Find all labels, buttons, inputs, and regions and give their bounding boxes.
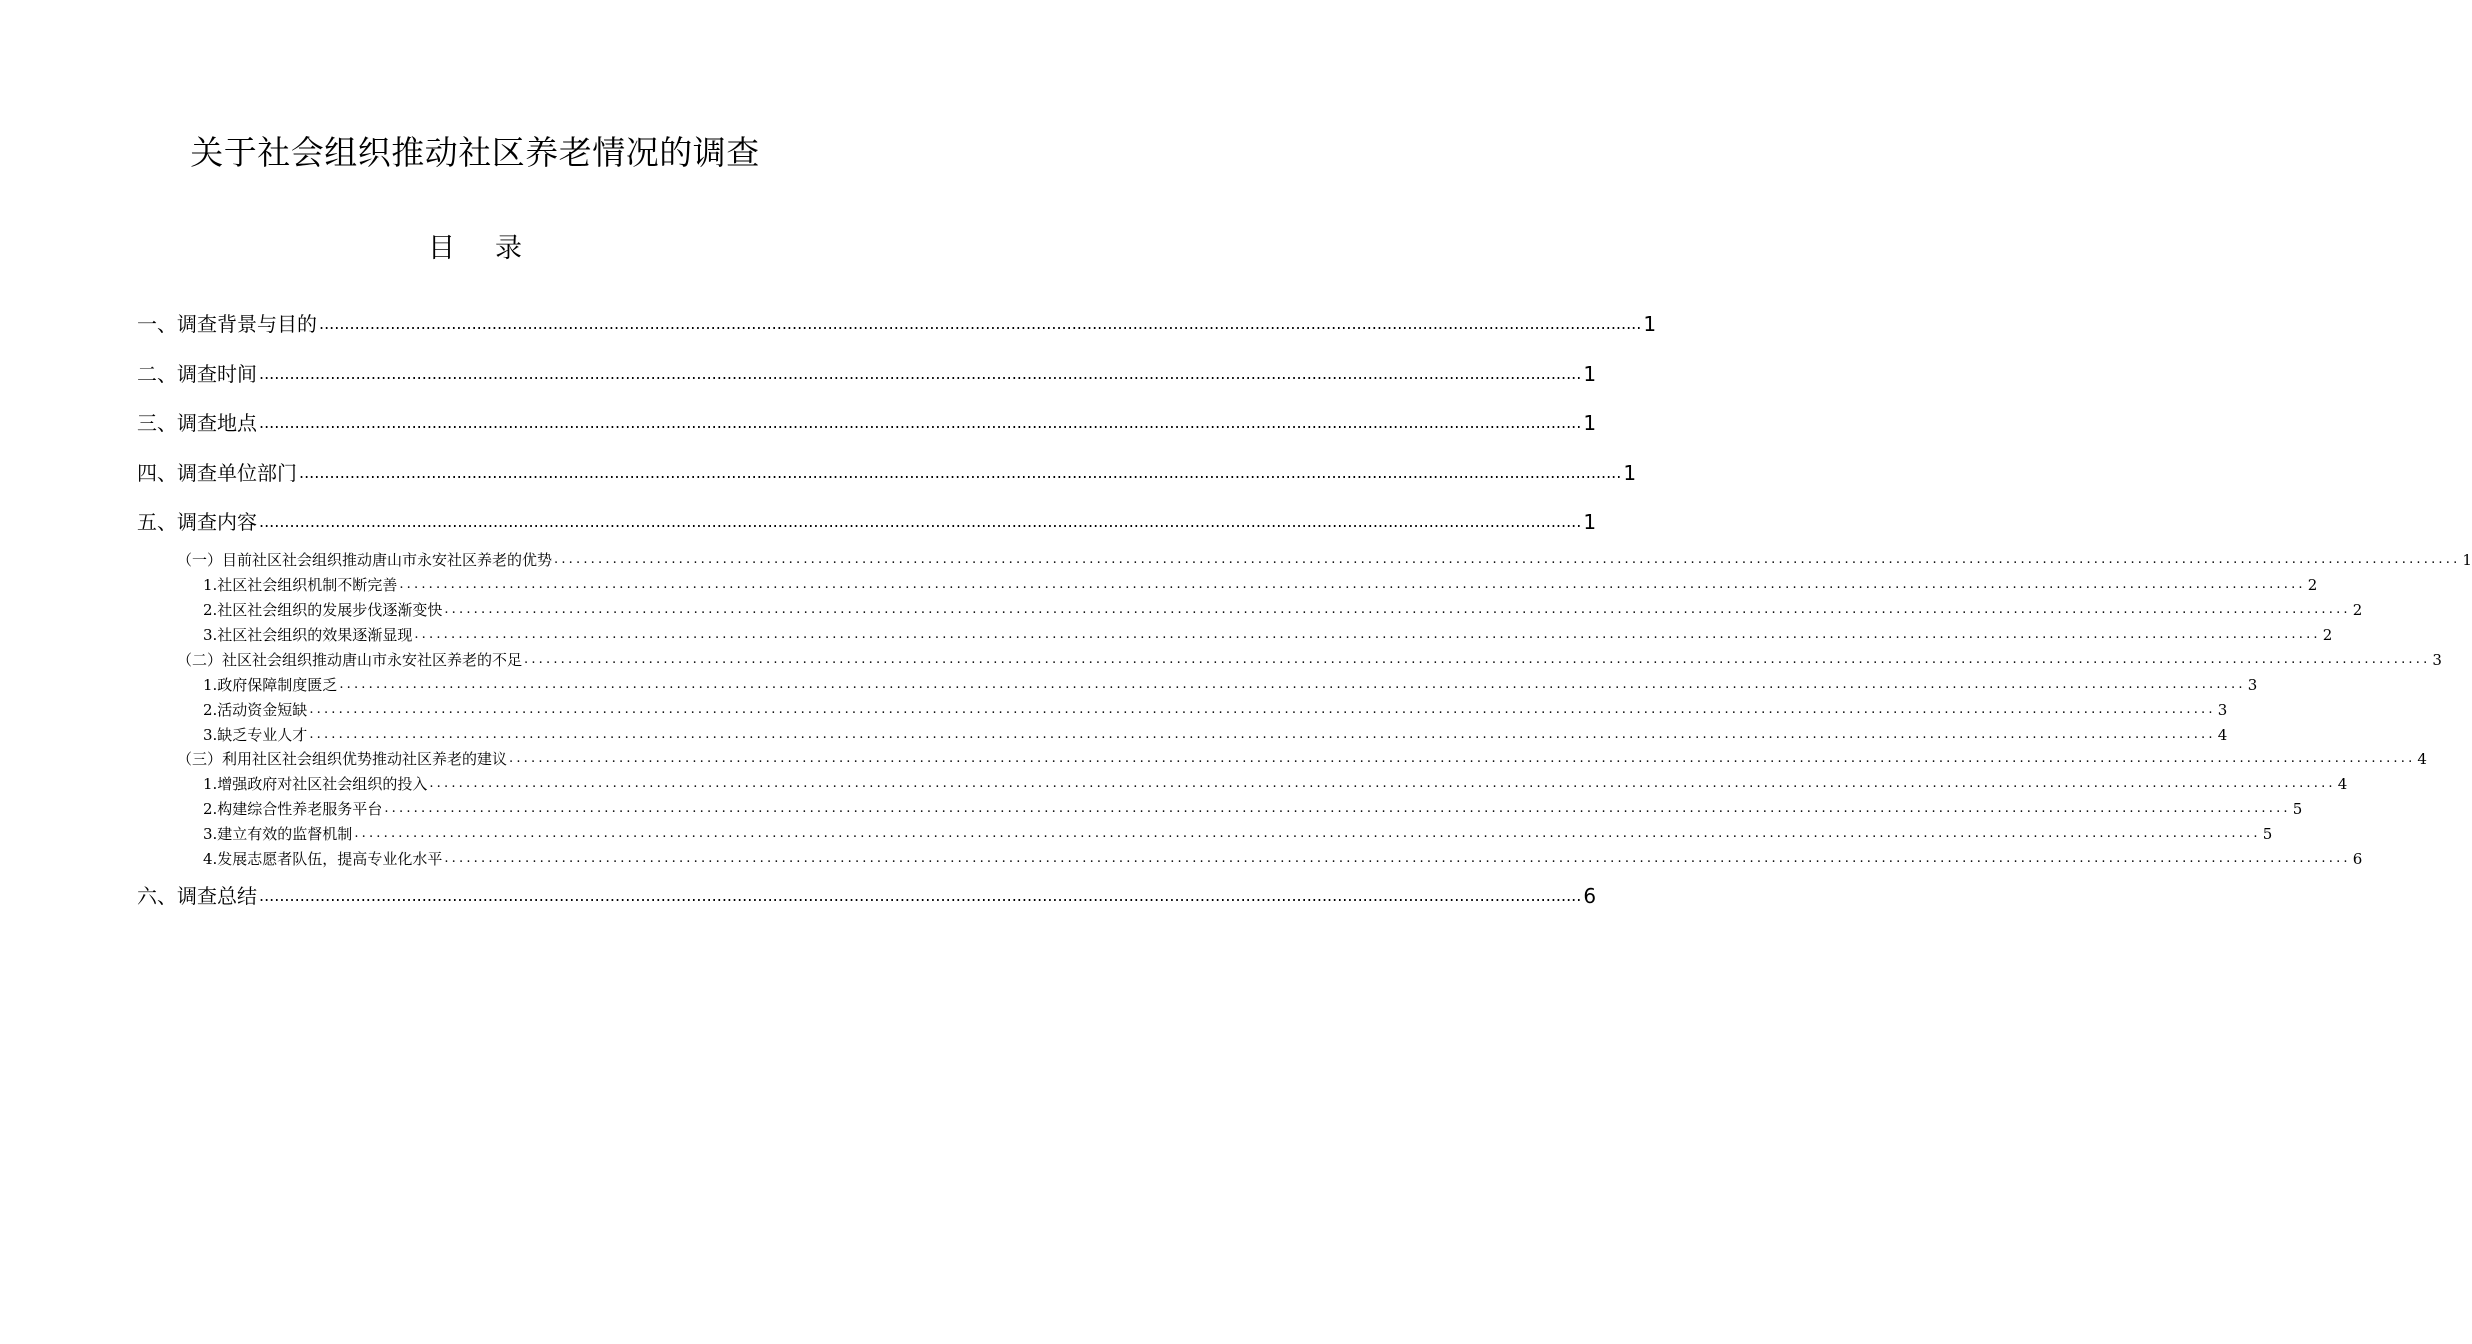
toc-entry-page: 4 — [2417, 750, 2427, 768]
toc-entry-page: 1 — [1623, 461, 1637, 485]
toc-entry-page: 4 — [2337, 775, 2348, 793]
toc-entry-page: 1 — [2462, 551, 2472, 569]
toc-entry[interactable] — [203, 599, 2363, 621]
toc-leader-dots: .................................................................................................................................................................................................................................................................... — [309, 727, 2216, 742]
toc-entry-label: 五、调查内容 — [137, 510, 257, 534]
toc-entry-page: 2 — [2352, 601, 2363, 619]
toc-entry[interactable] — [137, 360, 1597, 388]
toc-entry-page: 3 — [2247, 676, 2258, 694]
toc-entry-label: 二、调查时间 — [137, 362, 257, 386]
toc-entry-label: 六、调查总结 — [137, 884, 257, 908]
toc-leader-dots: .................................................................................................................................................................................................................................................................... — [509, 751, 2416, 766]
toc-leader-dots: .................................................................................................................................................................................................................................................................... — [259, 886, 1582, 905]
toc-leader-dots: .................................................................................................................................................................................................................................................................... — [444, 602, 2351, 617]
toc-leader-dots: .................................................................................................................................................................................................................................................................... — [299, 463, 1622, 482]
toc-entry-page: 6 — [1583, 884, 1597, 908]
toc-entry[interactable] — [137, 508, 1597, 536]
toc-entry-page: 3 — [2432, 651, 2442, 669]
toc-entry[interactable] — [177, 549, 2472, 571]
toc-entry-page: 4 — [2217, 726, 2228, 744]
toc-heading-char-1: 目 — [428, 233, 455, 264]
toc-entry[interactable] — [203, 823, 2273, 845]
toc-entry-label: 4.发展志愿者队伍，提高专业化水平 — [203, 850, 443, 868]
toc-entry[interactable] — [177, 748, 2427, 770]
toc-entry-label: 四、调查单位部门 — [137, 461, 297, 485]
toc-entry-label: （三）利用社区社会组织优势推动社区养老的建议 — [177, 750, 508, 768]
toc-entry-label: （一）目前社区社会组织推动唐山市永安社区养老的优势 — [177, 551, 553, 569]
toc-entry-page: 2 — [2322, 626, 2333, 644]
toc-entry-label: 1.增强政府对社区社会组织的投入 — [203, 775, 428, 793]
toc-entry-label: 3.社区社会组织的效果逐渐显现 — [203, 626, 413, 644]
toc-leader-dots: .................................................................................................................................................................................................................................................................... — [414, 627, 2321, 642]
toc-entry-page: 1 — [1583, 411, 1597, 435]
toc-entry-label: 一、调查背景与目的 — [137, 312, 317, 336]
toc-entry-label: （二）社区社会组织推动唐山市永安社区养老的不足 — [177, 651, 523, 669]
toc-entry[interactable] — [203, 798, 2303, 820]
toc-leader-dots: .................................................................................................................................................................................................................................................................... — [444, 851, 2351, 866]
toc-entry[interactable] — [177, 649, 2442, 671]
toc-entry-label: 2.活动资金短缺 — [203, 701, 308, 719]
toc-leader-dots: .................................................................................................................................................................................................................................................................... — [259, 413, 1582, 432]
toc-entry[interactable] — [137, 459, 1637, 487]
toc-entry[interactable] — [203, 624, 2333, 646]
toc-entry-page: 5 — [2262, 825, 2273, 843]
toc-leader-dots: .................................................................................................................................................................................................................................................................... — [319, 314, 1642, 333]
toc-leader-dots: .................................................................................................................................................................................................................................................................... — [259, 364, 1582, 383]
toc-leader-dots: .................................................................................................................................................................................................................................................................... — [384, 801, 2291, 816]
document-title: 关于社会组织推动社区养老情况的调查 — [190, 133, 760, 172]
toc-entry-label: 2.构建综合性养老服务平台 — [203, 800, 383, 818]
toc-leader-dots: .................................................................................................................................................................................................................................................................... — [554, 552, 2461, 567]
toc-leader-dots: .................................................................................................................................................................................................................................................................... — [399, 577, 2306, 592]
toc-entry-label: 3.建立有效的监督机制 — [203, 825, 353, 843]
toc-leader-dots: .................................................................................................................................................................................................................................................................... — [354, 826, 2261, 841]
toc-entry-page: 1 — [1583, 362, 1597, 386]
toc-entry-label: 1.政府保障制度匮乏 — [203, 676, 338, 694]
toc-entry[interactable] — [203, 773, 2348, 795]
toc-entry-label: 3.缺乏专业人才 — [203, 726, 308, 744]
toc-entry[interactable] — [203, 574, 2318, 596]
toc-entry[interactable] — [203, 674, 2258, 696]
toc-entry[interactable] — [137, 310, 1657, 338]
toc-entry[interactable] — [137, 409, 1597, 437]
toc-entry-page: 6 — [2352, 850, 2363, 868]
toc-leader-dots: .................................................................................................................................................................................................................................................................... — [339, 677, 2246, 692]
toc-leader-dots: .................................................................................................................................................................................................................................................................... — [429, 776, 2336, 791]
toc-leader-dots: .................................................................................................................................................................................................................................................................... — [524, 652, 2431, 667]
toc-entry-label: 三、调查地点 — [137, 411, 257, 435]
toc-entry-page: 1 — [1643, 312, 1657, 336]
toc-entry[interactable] — [203, 848, 2363, 870]
toc-entry-label: 2.社区社会组织的发展步伐逐渐变快 — [203, 601, 443, 619]
toc-entry[interactable] — [203, 699, 2228, 721]
toc-leader-dots: .................................................................................................................................................................................................................................................................... — [259, 512, 1582, 531]
toc-leader-dots: .................................................................................................................................................................................................................................................................... — [309, 702, 2216, 717]
toc-entry[interactable] — [203, 724, 2228, 746]
toc-heading-char-2: 录 — [495, 233, 522, 264]
toc-entry-page: 2 — [2307, 576, 2318, 594]
toc-entry-page: 3 — [2217, 701, 2228, 719]
toc-entry[interactable] — [137, 882, 1597, 910]
toc-heading — [0, 229, 950, 269]
toc-entry-label: 1.社区社会组织机制不断完善 — [203, 576, 398, 594]
toc-entry-page: 1 — [1583, 510, 1597, 534]
toc-entry-page: 5 — [2292, 800, 2303, 818]
